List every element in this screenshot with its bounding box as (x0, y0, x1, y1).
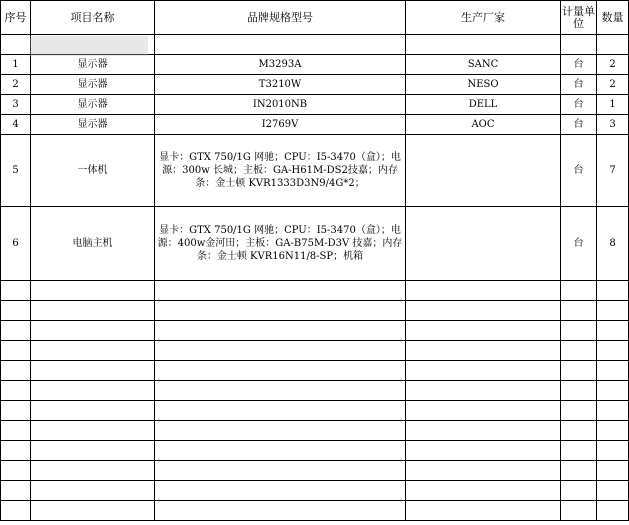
cell (406, 501, 561, 521)
row-qty: 2 (597, 75, 629, 95)
cell (406, 441, 561, 461)
cell (1, 341, 31, 361)
cell (155, 481, 406, 501)
table-row (1, 207, 629, 281)
header-row (1, 1, 629, 35)
cell (155, 321, 406, 341)
row-no: 2 (1, 75, 31, 95)
cell (1, 441, 31, 461)
cell (561, 35, 597, 55)
cell (1, 381, 31, 401)
cell (155, 441, 406, 461)
cell (155, 401, 406, 421)
row-no: 1 (1, 55, 31, 75)
row-no: 6 (1, 207, 31, 281)
row-spec: M3293A (155, 55, 406, 75)
empty-row (1, 401, 629, 421)
cell (31, 281, 155, 301)
cell (406, 301, 561, 321)
row-name: 显示器 (31, 115, 155, 135)
row-qty: 7 (597, 135, 629, 207)
cell (155, 461, 406, 481)
empty-row (1, 35, 629, 55)
row-qty: 8 (597, 207, 629, 281)
cell (1, 461, 31, 481)
cell (1, 421, 31, 441)
cell (155, 281, 406, 301)
row-unit: 台 (561, 55, 597, 75)
row-unit: 台 (561, 95, 597, 115)
cell (31, 401, 155, 421)
cell (561, 301, 597, 321)
cell (31, 481, 155, 501)
cell (597, 361, 629, 381)
cell (561, 401, 597, 421)
empty-row (1, 461, 629, 481)
cell (1, 501, 31, 521)
cell (597, 461, 629, 481)
row-unit: 台 (561, 135, 597, 207)
row-maker: SANC (406, 55, 561, 75)
row-maker (406, 207, 561, 281)
row-unit: 台 (561, 75, 597, 95)
cell (406, 381, 561, 401)
header-spec: 品牌规格型号 (155, 1, 406, 35)
cell (31, 421, 155, 441)
cell (31, 381, 155, 401)
cell (597, 401, 629, 421)
row-maker: AOC (406, 115, 561, 135)
cell (31, 35, 155, 55)
cell (406, 481, 561, 501)
empty-row (1, 481, 629, 501)
row-spec: T3210W (155, 75, 406, 95)
row-spec: 显卡：GTX 750/1G 网驰；CPU：I5-3470（盒）；电源：400w金河田；主板：GA-B75M-D3V 技嘉；内存条：金士顿 KVR16N11/8-SP；机箱 (155, 207, 406, 281)
header-name: 项目名称 (31, 1, 155, 35)
row-maker: NESO (406, 75, 561, 95)
cell (406, 281, 561, 301)
cell (406, 341, 561, 361)
empty-row (1, 501, 629, 521)
cell (561, 461, 597, 481)
cell (155, 341, 406, 361)
cell (155, 361, 406, 381)
cell (561, 441, 597, 461)
row-unit: 台 (561, 115, 597, 135)
row-qty: 3 (597, 115, 629, 135)
cell (597, 281, 629, 301)
cell (31, 361, 155, 381)
cell (597, 381, 629, 401)
cell (561, 341, 597, 361)
row-no: 4 (1, 115, 31, 135)
cell (31, 441, 155, 461)
cell (561, 501, 597, 521)
cell (597, 501, 629, 521)
header-maker: 生产厂家 (406, 1, 561, 35)
cell (31, 461, 155, 481)
row-qty: 2 (597, 55, 629, 75)
row-no: 3 (1, 95, 31, 115)
header-unit (561, 1, 597, 35)
row-no: 5 (1, 135, 31, 207)
cell (406, 401, 561, 421)
cell (561, 361, 597, 381)
cell (1, 281, 31, 301)
table-row (1, 55, 629, 75)
row-name: 一体机 (31, 135, 155, 207)
table-row (1, 135, 629, 207)
row-qty: 1 (597, 95, 629, 115)
row-spec: 显卡：GTX 750/1G 网驰；CPU：I5-3470（盒）；电源：300w 长城；主板：GA-H61M-DS2技嘉；内存条：金士顿 KVR1333D3N9/4G*2； (155, 135, 406, 207)
header-qty: 数量 (597, 1, 629, 35)
empty-row (1, 301, 629, 321)
cell (1, 35, 31, 55)
cell (1, 321, 31, 341)
row-name: 显示器 (31, 55, 155, 75)
cell (561, 281, 597, 301)
cell (597, 341, 629, 361)
cell (561, 421, 597, 441)
cell (597, 421, 629, 441)
cell (597, 321, 629, 341)
cell (155, 301, 406, 321)
cell (155, 381, 406, 401)
empty-row (1, 341, 629, 361)
header-no: 序号 (1, 1, 31, 35)
empty-row (1, 361, 629, 381)
row-name: 电脑主机 (31, 207, 155, 281)
cell (31, 321, 155, 341)
cell (406, 421, 561, 441)
cell (561, 481, 597, 501)
row-maker (406, 135, 561, 207)
cell (406, 35, 561, 55)
row-spec: IN2010NB (155, 95, 406, 115)
empty-row (1, 321, 629, 341)
cell (406, 361, 561, 381)
cell (155, 501, 406, 521)
header-unit-label: 计量单位 (562, 4, 595, 30)
row-maker: DELL (406, 95, 561, 115)
table-row (1, 95, 629, 115)
cell (561, 381, 597, 401)
cell (1, 361, 31, 381)
cell (1, 301, 31, 321)
cell (561, 321, 597, 341)
empty-row (1, 441, 629, 461)
cell (31, 341, 155, 361)
empty-row (1, 421, 629, 441)
cell (597, 35, 629, 55)
row-name: 显示器 (31, 75, 155, 95)
cell (155, 421, 406, 441)
row-spec: I2769V (155, 115, 406, 135)
empty-row (1, 381, 629, 401)
cell (31, 501, 155, 521)
table-row (1, 115, 629, 135)
cell (1, 401, 31, 421)
blank-rows (1, 281, 629, 521)
empty-row (1, 281, 629, 301)
cell (406, 461, 561, 481)
cell (597, 481, 629, 501)
cell (597, 301, 629, 321)
cell (155, 35, 406, 55)
cell (1, 481, 31, 501)
cell (31, 301, 155, 321)
row-name: 显示器 (31, 95, 155, 115)
cell (597, 441, 629, 461)
row-unit: 台 (561, 207, 597, 281)
table-row (1, 75, 629, 95)
cell (406, 321, 561, 341)
